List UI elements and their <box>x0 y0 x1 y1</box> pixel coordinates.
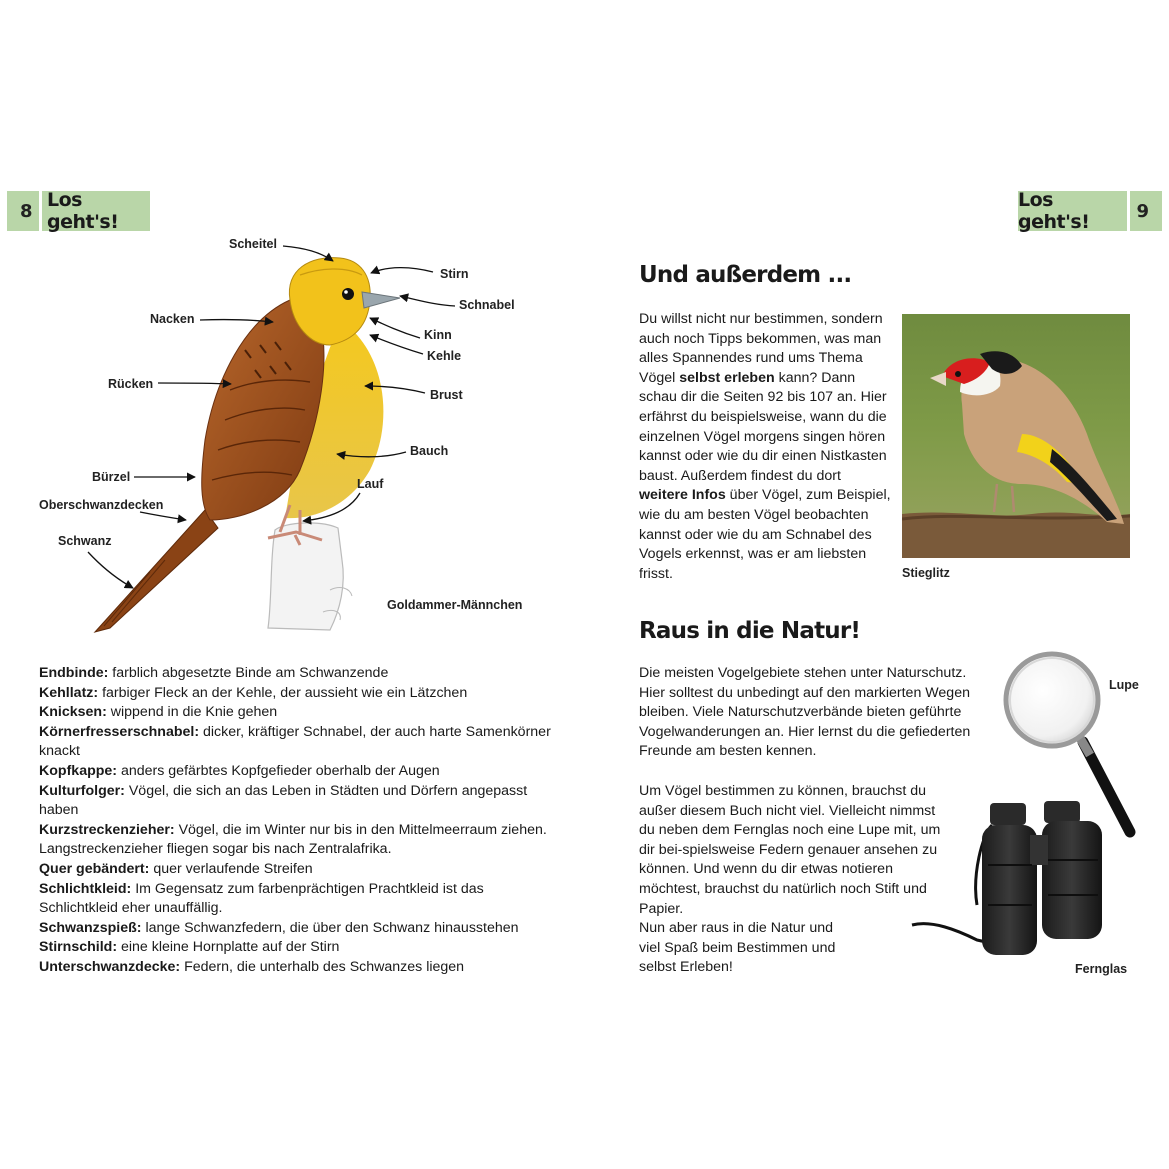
tab-divider <box>1127 191 1130 231</box>
label-schwanz: Schwanz <box>58 534 112 548</box>
paragraph-nature-3: Nun aber raus in die Natur und viel Spaß beim Bestimmen und selbst Erleben! <box>639 920 836 976</box>
glossary-entry <box>39 919 559 939</box>
glossary-definition: Vögel, die im Winter nur bis in den Mittelmeerraum ziehen. Langstreckenzieher fliegen sogar bis nach Zentralafrika. <box>39 821 547 858</box>
glossary-entry <box>39 723 559 762</box>
glossary-definition: Im Gegensatz zum farbenprächtigen Prachtkleid ist das Schlichtkleid eher unauffällig. <box>39 880 484 917</box>
page-number-right: 9 <box>1136 200 1149 222</box>
paragraph-und-ausserdem: Du willst nicht nur bestimmen, sondern auch noch Tipps bekommen, was man alles Spannendes rund ums Thema Vögel selbst erleben kann? Dann schau dir die Seiten 92 bis 107 an. Hier erfährst du beispielsweise, wann du die einzelnen Vögel morgens singen hören kannst oder wie du dir einen Nistkasten baust. Außerdem findest du dort weitere Infos über Vögel, zum Beispiel, wie du am besten Vögel beobachten kannst oder wie du am Schnabel des Vogels erkennst, was er am liebsten frisst. <box>639 311 891 582</box>
binoculars-icon <box>902 795 1112 965</box>
glossary-term: Kehllatz: <box>39 684 99 701</box>
glossary-term: Endbinde: <box>39 665 109 681</box>
glossary-definition: eine kleine Hornplatte auf der Stirn <box>117 939 340 956</box>
binoculars-caption: Fernglas <box>1075 962 1128 976</box>
glossary-entry <box>39 782 559 821</box>
glossary-term: Körnerfresserschnabel: <box>39 723 200 740</box>
glossary-definition: Federn, die unterhalb des Schwanzes liegen <box>180 958 465 975</box>
magnifier-caption: Lupe <box>1109 678 1139 692</box>
glossary-term: Schwanzspieß: <box>39 919 142 936</box>
paragraph-nature-2: Um Vögel bestimmen zu können, brauchst du außer diesem Buch nicht viel. Vielleicht nimmst du neben dem Fernglas noch eine Lupe mit, um dir bei-spielsweise Federn genauer ansehen zu können. Und wenn du dir etwas notieren möchtest, brauchst du natürlich noch Stift und Papier. <box>639 783 941 917</box>
glossary-entry <box>39 958 559 978</box>
label-brust: Brust <box>430 388 463 402</box>
glossary-term: Kulturfolger: <box>39 782 125 799</box>
header-title-left: Los geht's! <box>47 189 119 233</box>
label-kinn: Kinn <box>424 328 452 342</box>
yellowhammer-illustration <box>0 230 580 650</box>
label-nacken: Nacken <box>150 312 195 326</box>
glossary-entry <box>39 880 559 919</box>
goldfinch-photo <box>902 314 1130 558</box>
glossary-entry <box>39 664 559 684</box>
label-schnabel: Schnabel <box>459 298 515 312</box>
glossary-definition: lange Schwanzfedern, die über den Schwanz hinausstehen <box>141 919 519 936</box>
glossary-definition: wippend in die Knie gehen <box>106 704 278 721</box>
glossary-entry <box>39 821 559 860</box>
glossary-term: Kurzstreckenzieher: <box>39 821 175 838</box>
label-buerzel: Bürzel <box>92 470 131 484</box>
glossary-term: Schlichtkleid: <box>39 880 132 897</box>
bird-tail <box>95 510 218 632</box>
bird-eye <box>342 288 354 300</box>
paragraph-nature-1: Die meisten Vogelgebiete stehen unter Naturschutz. Hier solltest du unbedingt auf den markierten Wegen bleiben. Viele Naturschutzverbände bieten geführte Vogelwanderungen an. Hier lernst du die gefiederten Freunde am besten kennen. <box>639 665 971 760</box>
glossary-entry <box>39 860 559 880</box>
heading-raus-in-die-natur: Raus in die Natur! <box>639 618 861 644</box>
glossary-term: Knicksen: <box>39 704 107 721</box>
branch-perch <box>268 523 343 630</box>
glossary-term: Unterschwanzdecke: <box>39 958 181 975</box>
header-tab-left <box>7 191 150 231</box>
label-kehle: Kehle <box>427 349 462 363</box>
glossary-entry <box>39 684 559 704</box>
glossary-term: Kopfkappe: <box>39 762 118 779</box>
glossary-definition: anders gefärbtes Kopfgefieder oberhalb der Augen <box>117 762 440 779</box>
label-lauf: Lauf <box>357 477 384 491</box>
glossary-entry <box>39 938 559 958</box>
glossary-definition: quer verlaufende Streifen <box>149 860 313 877</box>
heading-und-ausserdem: Und außerdem ... <box>639 262 852 288</box>
label-bauch: Bauch <box>410 444 449 458</box>
tab-divider <box>39 191 42 231</box>
glossary-definition: Vögel, die sich an das Leben in Städten und Dörfern angepasst haben <box>39 782 528 819</box>
header-title-right: Los geht's! <box>1018 189 1090 233</box>
page-number-left: 8 <box>20 200 33 222</box>
glossary-entry <box>39 762 559 782</box>
glossary-definition: farbiger Fleck an der Kehle, der aussieht wie ein Lätzchen <box>98 684 468 701</box>
glossary-term: Quer gebändert: <box>39 860 150 877</box>
header-tab-right <box>1018 191 1162 231</box>
glossary-term: Stirnschild: <box>39 939 118 956</box>
bird-caption: Goldammer-Männchen <box>387 598 523 612</box>
glossary-definition: dicker, kräftiger Schnabel, der auch harte Samenkörner knackt <box>39 723 551 760</box>
glossary <box>39 664 559 978</box>
label-stirn: Stirn <box>440 267 469 281</box>
label-ruecken: Rücken <box>108 377 154 391</box>
glossary-entry <box>39 703 559 723</box>
bird-beak <box>362 292 400 308</box>
label-scheitel: Scheitel <box>229 237 277 251</box>
label-oberschwanzdecken: Oberschwanzdecken <box>39 498 164 512</box>
glossary-definition: farblich abgesetzte Binde am Schwanzende <box>108 665 389 681</box>
goldfinch-caption: Stieglitz <box>902 566 950 580</box>
